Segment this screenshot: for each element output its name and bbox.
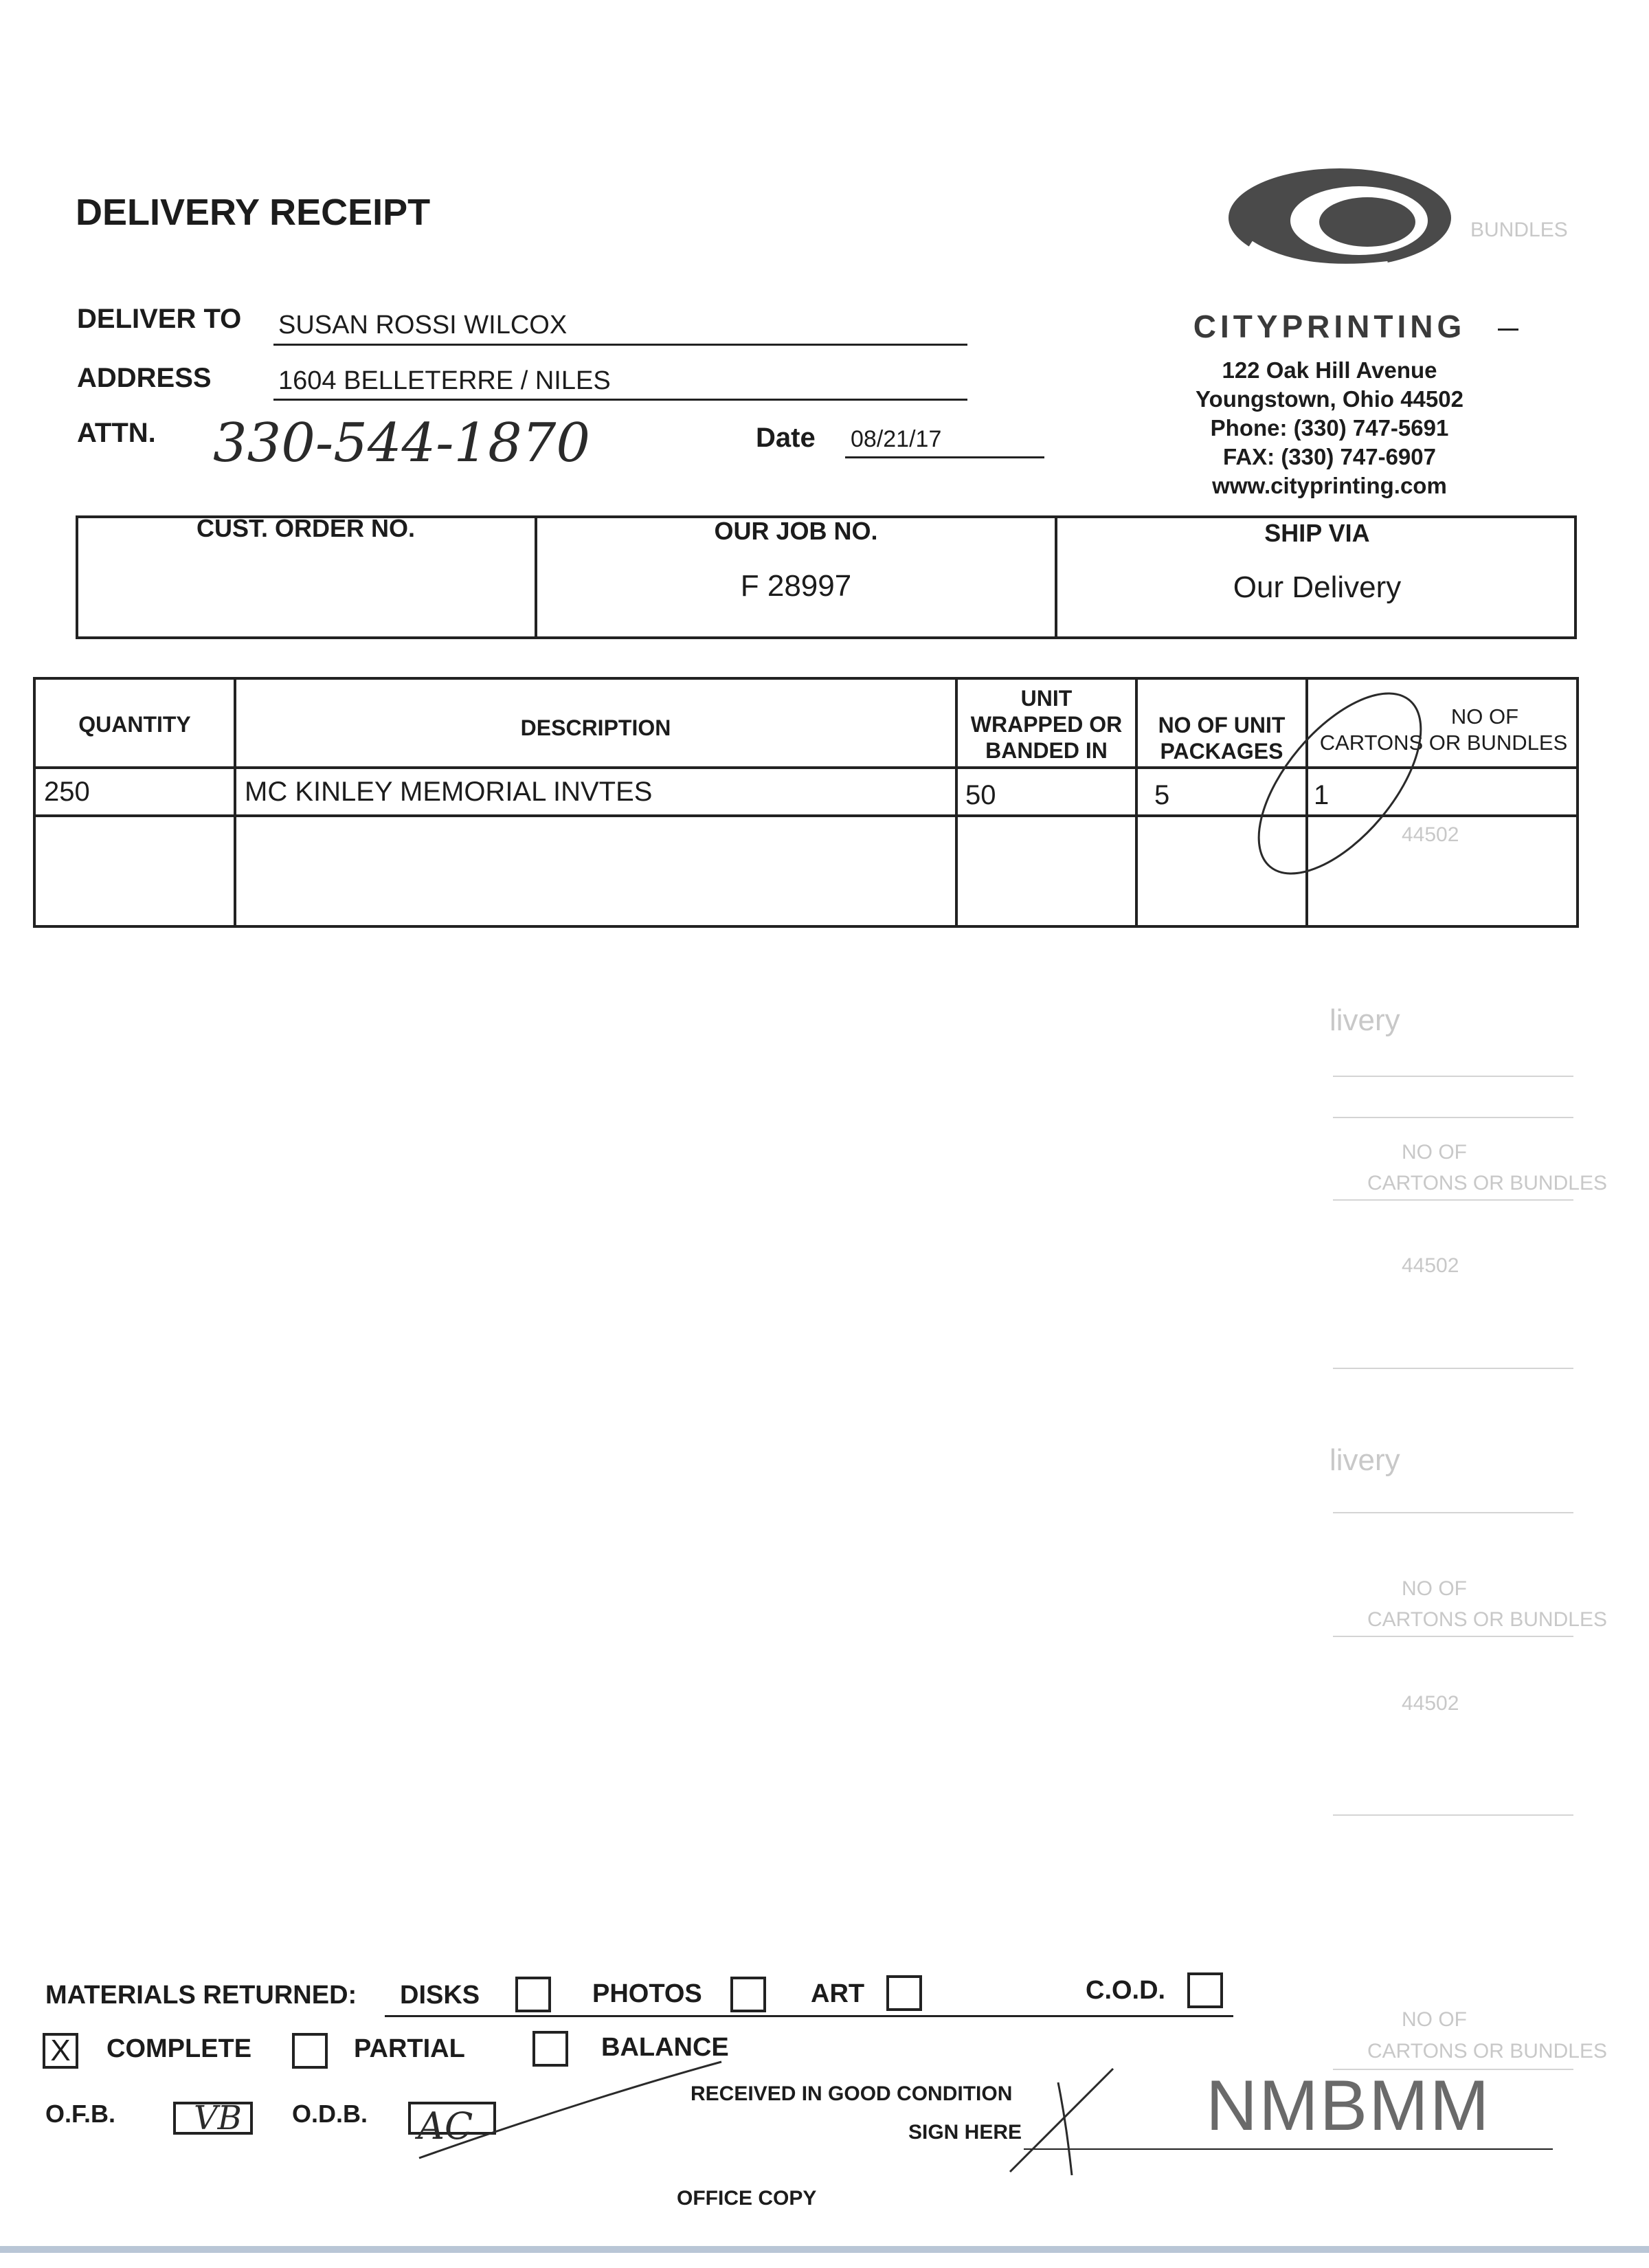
- job-no-label: OUR JOB NO.: [714, 517, 878, 545]
- company-address-block: [1134, 356, 1525, 500]
- partial-label: PARTIAL: [354, 2034, 465, 2063]
- cod-checkbox[interactable]: [1187, 1972, 1223, 2008]
- row-cartons: 1: [1314, 780, 1330, 810]
- company-phone: Phone: (330) 747-5691: [1210, 415, 1449, 441]
- ghost-text: BUNDLES: [1470, 219, 1568, 241]
- disks-label: DISKS: [400, 1981, 480, 2010]
- date-value: 08/21/17: [851, 426, 942, 452]
- address-value: 1604 BELLETERRE / NILES: [278, 366, 611, 395]
- complete-checkbox[interactable]: X: [43, 2033, 78, 2069]
- ghost-line: [1333, 1117, 1573, 1118]
- ofb-initials: VB: [194, 2099, 242, 2137]
- ship-via-value: Our Delivery: [1233, 570, 1402, 604]
- ghost-text: 44502: [1402, 1254, 1459, 1277]
- ghost-text: NO OF: [1402, 1141, 1467, 1164]
- row-quantity: 250: [44, 777, 90, 807]
- photos-checkbox[interactable]: [730, 1977, 766, 2012]
- ghost-text: CARTONS OR BUNDLES: [1367, 1608, 1607, 1631]
- ofb-label: O.F.B.: [45, 2100, 116, 2128]
- date-underline: [845, 456, 1044, 458]
- deliver-to-value: SUSAN ROSSI WILCOX: [278, 311, 568, 340]
- company-street: 122 Oak Hill Avenue: [1222, 357, 1437, 383]
- cod-label: C.O.D.: [1086, 1976, 1166, 2005]
- cust-order-label: CUST. ORDER NO.: [196, 514, 416, 542]
- attn-handwritten-phone: 330-544-1870: [213, 412, 590, 474]
- materials-returned-label: MATERIALS RETURNED:: [45, 1981, 357, 2010]
- handdrawn-oval-mark: [1209, 674, 1470, 893]
- received-label: RECEIVED IN GOOD CONDITION: [691, 2082, 1013, 2105]
- ghost-text: livery: [1330, 1443, 1400, 1477]
- ghost-line: [1333, 1636, 1573, 1637]
- art-checkbox[interactable]: [886, 1975, 922, 2011]
- logo-dash: [1498, 329, 1518, 331]
- ghost-text: NO OF: [1402, 1577, 1467, 1600]
- signature-scribble: [399, 2055, 1127, 2179]
- nmbmm-stamp: NMBMM: [1206, 2066, 1491, 2146]
- date-label: Date: [756, 423, 816, 453]
- col-header-unit: UNIT WRAPPED OR BANDED IN: [970, 686, 1123, 763]
- odb-initials: AC: [418, 2104, 473, 2148]
- cityprinting-logo-icon: [1223, 162, 1457, 278]
- disks-checkbox[interactable]: [515, 1977, 551, 2012]
- ghost-line: [1333, 1814, 1573, 1816]
- ship-via-label: SHIP VIA: [1264, 519, 1370, 547]
- ghost-line: [1333, 1368, 1573, 1369]
- complete-label: COMPLETE: [106, 2034, 252, 2063]
- company-city: Youngstown, Ohio 44502: [1196, 386, 1463, 412]
- scan-edge: [0, 2246, 1649, 2253]
- ghost-text: CARTONS OR BUNDLES: [1367, 2040, 1607, 2063]
- row-packages: 5: [1154, 780, 1170, 810]
- page-title: DELIVERY RECEIPT: [76, 192, 431, 233]
- company-fax: FAX: (330) 747-6907: [1222, 444, 1436, 469]
- address-label: ADDRESS: [77, 363, 212, 393]
- company-website: www.cityprinting.com: [1212, 473, 1447, 498]
- sign-here-label: SIGN HERE: [908, 2121, 1022, 2144]
- ghost-text: CARTONS OR BUNDLES: [1367, 1172, 1607, 1194]
- ghost-text: 44502: [1402, 1692, 1459, 1715]
- ghost-text: livery: [1330, 1003, 1400, 1037]
- ofb-initials-box[interactable]: [173, 2099, 253, 2137]
- partial-checkbox[interactable]: [292, 2033, 328, 2069]
- row-unit: 50: [965, 780, 996, 810]
- company-name: CITYPRINTING: [1193, 309, 1466, 344]
- address-underline: [273, 399, 967, 401]
- job-no-value: F 28997: [740, 569, 852, 603]
- col-header-quantity: QUANTITY: [78, 712, 191, 737]
- col-header-description: DESCRIPTION: [520, 715, 671, 740]
- ghost-line: [1333, 1512, 1573, 1513]
- col-header-packages: NO OF UNIT PACKAGES: [1158, 713, 1286, 764]
- balance-label: BALANCE: [601, 2033, 729, 2062]
- attn-label: ATTN.: [77, 418, 156, 448]
- deliver-to-label: DELIVER TO: [77, 304, 242, 334]
- col-header-cartons: NO OF CARTONS OR BUNDLES: [1319, 704, 1568, 755]
- ghost-text: NO OF: [1402, 2008, 1467, 2031]
- art-label: ART: [811, 1979, 865, 2008]
- odb-label: O.D.B.: [292, 2100, 368, 2128]
- office-copy-footer: OFFICE COPY: [677, 2187, 817, 2210]
- ghost-line: [1333, 1076, 1573, 1077]
- photos-label: PHOTOS: [592, 1979, 702, 2008]
- deliver-to-underline: [273, 344, 967, 346]
- materials-underline: [385, 2015, 1233, 2017]
- row-description: MC KINLEY MEMORIAL INVTES: [245, 777, 653, 807]
- ghost-text: 44502: [1402, 823, 1459, 846]
- ghost-line: [1333, 1199, 1573, 1201]
